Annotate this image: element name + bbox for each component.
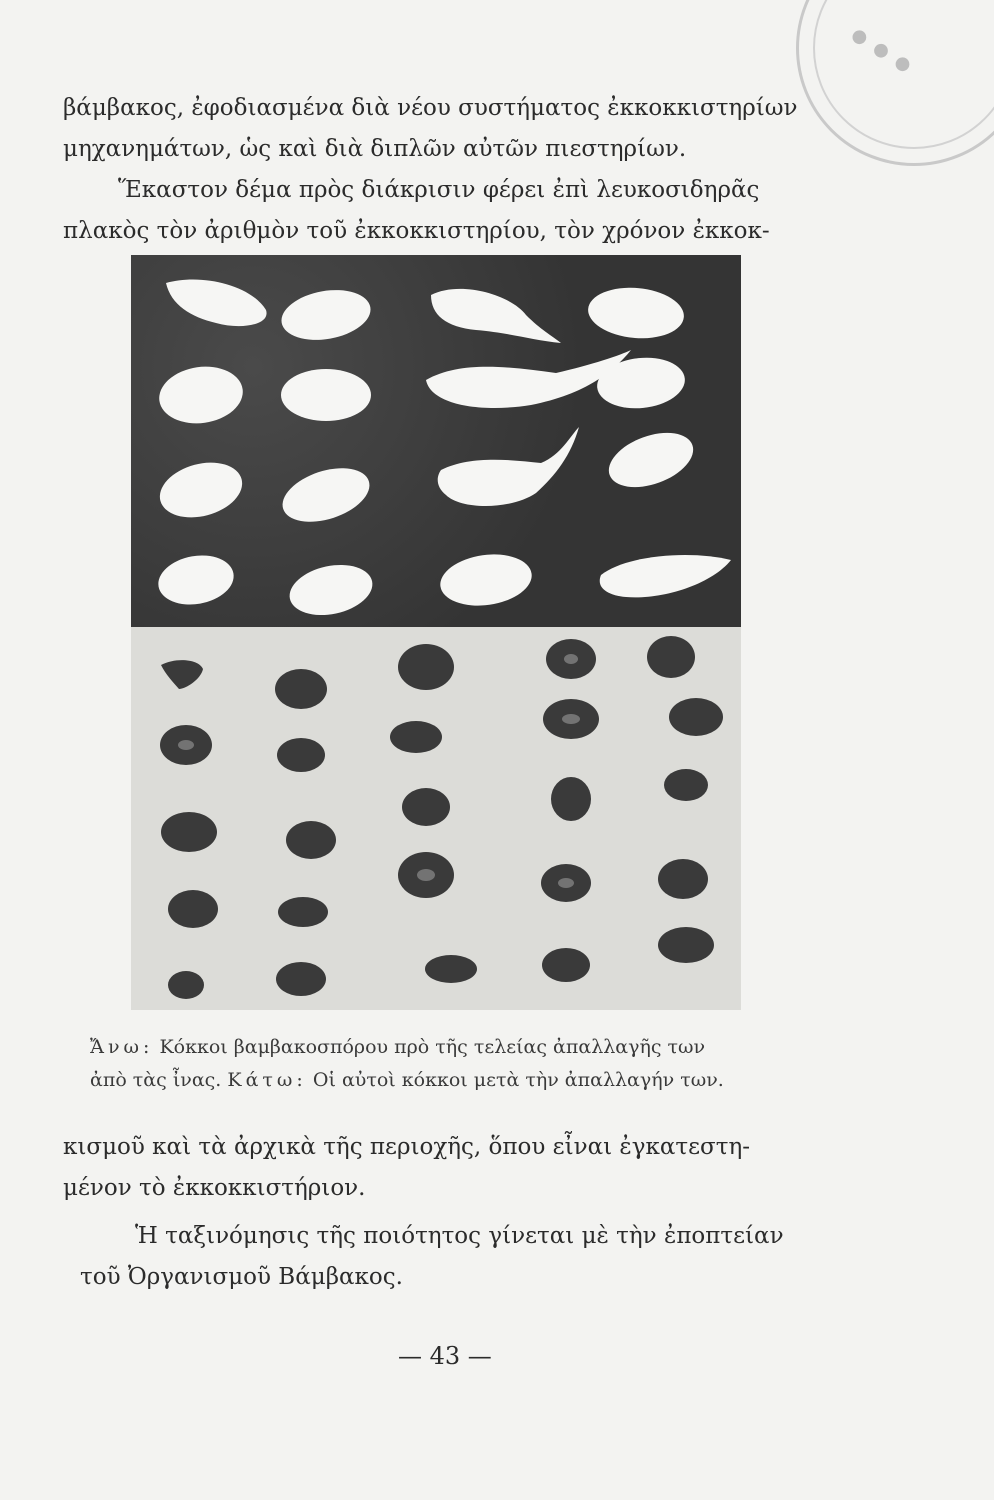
library-stamp: [796, 0, 994, 166]
figure-caption: [90, 1031, 724, 1097]
third-paragraph: [63, 1127, 750, 1209]
text-line: κισμοῦ καὶ τὰ ἀρχικὰ τῆς περιοχῆς, ὅπου εἶναι ἐγκατεστη-: [63, 1134, 751, 1160]
fourth-paragraph: [80, 1216, 784, 1298]
text-line: μηχανημάτων, ὡς καὶ διὰ διπλῶν αὐτῶν πιεστηρίων.: [63, 136, 687, 162]
seeds-with-fiber-image: [131, 255, 741, 627]
library-stamp-mark: ● ● ●: [847, 23, 917, 78]
caption-text: ἀπὸ τὰς ἶνας.: [90, 1069, 222, 1091]
text-line: τοῦ Ὀργανισμοῦ Βάμβακος.: [80, 1264, 403, 1290]
second-paragraph: [63, 170, 770, 252]
caption-text: Κόκκοι βαμβακοσπόρου πρὸ τῆς τελείας ἀπαλλαγῆς των: [159, 1036, 706, 1058]
seeds-without-fiber-image: [131, 627, 741, 1010]
text-line: βάμβακος, ἐφοδιασμένα διὰ νέου συστήματος ἐκκοκκιστηρίων: [63, 95, 798, 121]
caption-line-1: [90, 1031, 724, 1064]
caption-text: Οἱ αὐτοὶ κόκκοι μετὰ τὴν ἀπαλλαγήν των.: [312, 1069, 724, 1091]
caption-line-2: [90, 1064, 724, 1097]
text-line: Ἕκαστον δέμα πρὸς διάκρισιν φέρει ἐπὶ λευκοσιδηρᾶς: [118, 177, 760, 203]
text-line: μένον τὸ ἐκκοκκιστήριον.: [63, 1175, 366, 1201]
page-number: — 43 —: [398, 1342, 492, 1370]
text-line: πλακὸς τὸν ἀριθμὸν τοῦ ἐκκοκκιστηρίου, τὸν χρόνον ἐκκοκ-: [63, 218, 770, 244]
text-line: Ἡ ταξινόμησις τῆς ποιότητος γίνεται μὲ τὴν ἐποπτείαν: [135, 1223, 784, 1249]
caption-label-bottom: Κάτω:: [227, 1069, 307, 1091]
photo-seeds-without-fiber: [131, 627, 741, 1010]
top-paragraph: [63, 88, 797, 170]
caption-label-top: Ἄνω:: [90, 1036, 154, 1058]
photo-seeds-with-fiber: [131, 255, 741, 627]
